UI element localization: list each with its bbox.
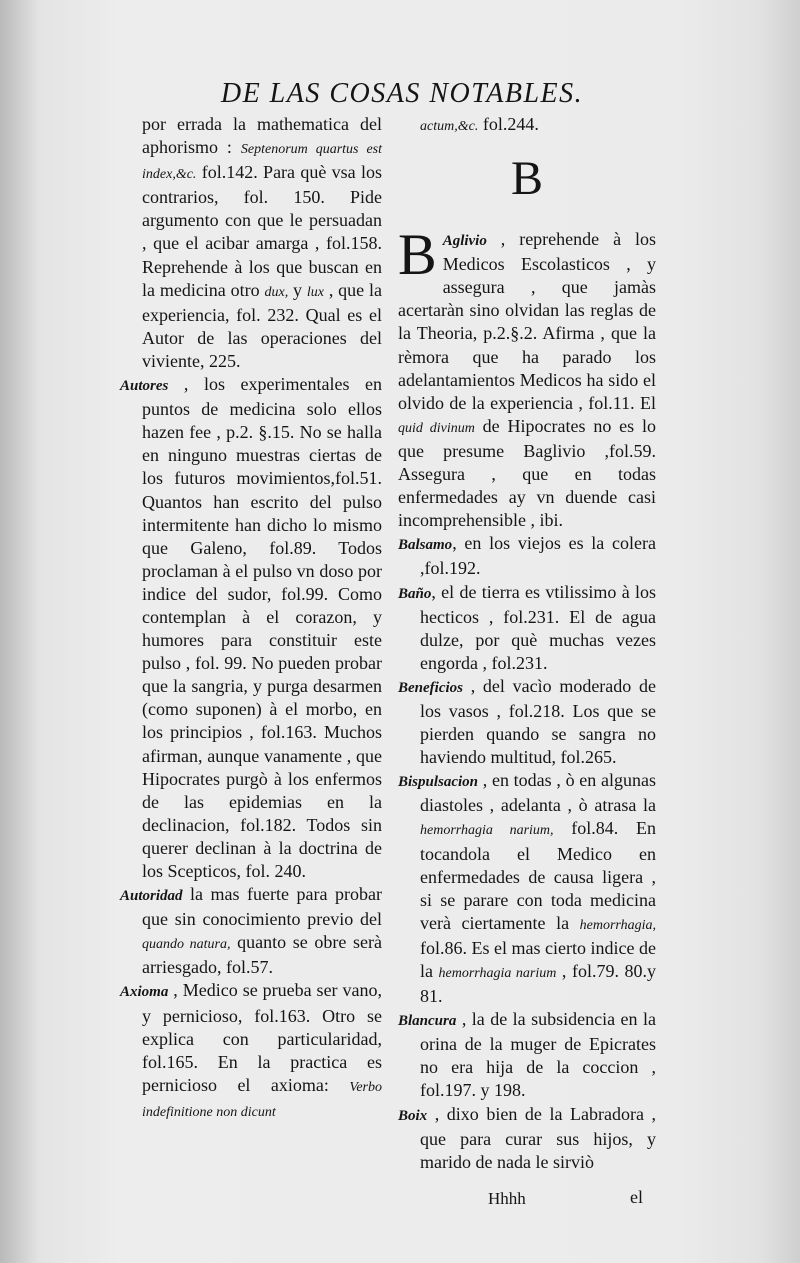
latin-phrase: lux (306, 284, 324, 300)
latin-phrase: actum,&c. (420, 119, 479, 134)
entry-text: por errada la mathematica del aphorismo : (142, 114, 382, 158)
signature-mark: Hhhh (488, 1189, 526, 1208)
entry-keyword: Balsamo (398, 537, 453, 554)
entry-text: de Hipocrates no es lo que presume Baglivio ,fol.59. Assegura , que en todas enfermedades ay vn duende casi incomprehensible , ibi. (398, 415, 657, 531)
right-column (398, 113, 656, 1174)
index-entry (398, 769, 656, 1008)
latin-phrase: hemorrhagia, (579, 917, 656, 933)
entry-text: , reprehende à los Medicos Escolasticos , y assegura , que jamàs acertaràn sino olvidan las reglas de la Theoria, p.2.§.2. Afirma , que la rèmora que ha parado los adelantamientos Medicos ha sido el olvido de la experiencia , fol.11. El (398, 229, 656, 413)
latin-phrase: hemorrhagia narium (438, 966, 557, 981)
latin-phrase: quid divinum (398, 420, 475, 436)
entry-text: y (288, 279, 307, 300)
entry-text: , los experimentales en puntos de medicina solo ellos hazen fee , p.2. §.15. No se halla en ninguno muestras ciertas de los futuros movimientos,fol.51. Quantos han escrito del pulso intermitente han dicho lo mismo que Galeno, fol.89. Todos proclaman à el pulso vn doso por indice del sudor, fol.99. Como contemplan à el corazon, y humores para constituir este pulso , fol. 99. No pueden probar que la sangria, y purga desarmen (como suponen) à el morbo, en los principios , fol.163. Muchos afirman, aunque vanamente , que Hipocrates purgò à los enfermos de las epidemias en la declinacion, fol.182. Todos sin querer declinan à la doctrina de los Scepticos, fol. 240. (142, 374, 382, 881)
index-entry (398, 1008, 656, 1102)
entry-keyword: Baño (398, 585, 432, 602)
entry-text: la mas fuerte para probar que sin conocimiento previo del (142, 884, 382, 930)
entry-keyword: Autores (120, 378, 169, 395)
entry-text: , Medico se prueba ser vano, y pernicioso, fol.163. Otro se explica con particularidad, fol.165. En la practica es pernicioso el axioma: (142, 980, 382, 1095)
left-column (120, 113, 382, 1124)
running-header: DE LAS COSAS NOTABLES. (220, 78, 584, 109)
index-entry (120, 979, 382, 1124)
index-entry (398, 675, 656, 769)
entry-text: fol.244. (478, 114, 539, 134)
latin-phrase: Verbo indefinitione non dicunt (142, 1079, 382, 1120)
section-letter: B (510, 152, 543, 206)
entry-text: , que la experiencia, fol. 232. Qual es el Autor de las operaciones del viviente, 225. (142, 279, 382, 371)
latin-phrase: quando natura, (142, 937, 231, 953)
entry-keyword: Blancura (398, 1013, 457, 1030)
entry-keyword: Bispulsacion (398, 774, 479, 791)
entry-keyword: Aglivio (442, 233, 487, 250)
entry-text: , el de tierra es vtilissimo à los hecticos , fol.231. El de agua dulze, por què muchas vezes engorda , fol.231. (420, 581, 656, 673)
latin-phrase: dux, (264, 284, 289, 300)
entry-text: , fol.79. 80.y 81. (420, 961, 656, 1007)
entry-keyword: Boix (398, 1107, 428, 1124)
drop-cap: B (398, 222, 437, 288)
entry-keyword: Axioma (120, 984, 169, 1001)
entry-keyword: Autoridad (120, 888, 183, 905)
entry-continuation (120, 113, 382, 373)
entry-text: quanto se obre serà arriesgado, fol.57. (142, 932, 382, 978)
latin-phrase: hemorrhagia narium, (420, 823, 554, 839)
entry-text: fol.142. Para què vsa los contrarios, fol. 150. Pide argumento con que le persuadan , que el acibar amarga , fol.158. Reprehende à los que buscan en la medicina otro (142, 162, 382, 300)
entry-keyword: Beneficios (398, 679, 463, 696)
entry-text: , en los viejos es la colera ,fol.192. (420, 533, 656, 579)
index-entry (120, 373, 382, 883)
entry-text: , en todas , ò en algunas diastoles , adelanta , ò atrasa la (420, 770, 656, 816)
latin-phrase: Septenorum quartus est index,&c. (142, 142, 382, 183)
index-entry (398, 581, 656, 675)
entry-continuation (398, 113, 656, 138)
entry-text: fol.86. Es el mas cierto indice de la (420, 937, 656, 981)
index-entry (398, 532, 656, 580)
entry-text: , dixo bien de la Labradora , que para curar sus hijos, y marido de nada le sirviò (420, 1103, 656, 1172)
entry-text: , la de la subsidencia en la orina de la muger de Epicrates no era hija de la coccion , fol.197. y 198. (420, 1009, 656, 1101)
catchword: el (630, 1187, 643, 1207)
index-entry (120, 883, 382, 979)
index-entry (398, 222, 657, 532)
entry-text: , del vacìo moderado de los vasos , fol.218. Los que se pierden quando se sangra no haviendo multitud, fol.265. (420, 675, 656, 768)
index-entry (398, 1103, 656, 1174)
entry-text: fol.84. En tocandola el Medico en enfermedades de causa ligera , si se parare con toda medicina verà ciertamente la (420, 818, 656, 933)
